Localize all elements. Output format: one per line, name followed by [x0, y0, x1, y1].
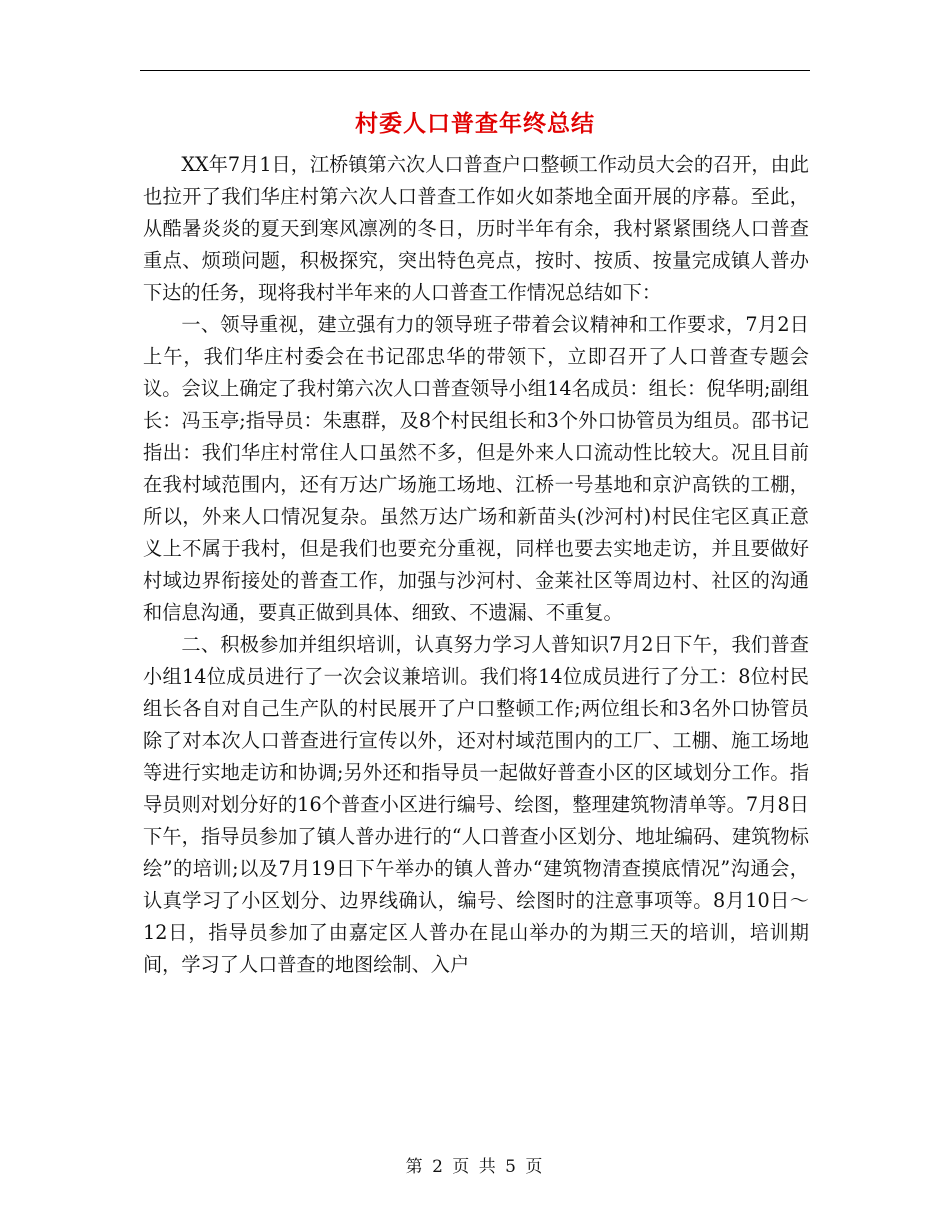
paragraph-section-two: 二、积极参加并组织培训，认真努力学习人普知识7月2日下午，我们普查小组14位成员进行了一次会议兼培训。我们将14位成员进行了分工：8位村民组长各自对自己生产队的村民展开了户口整顿工作;两位组长和3名外口协管员除了对本次人口普查进行宣传以外，还对村域范围内的工厂、工棚、施工场地等进行实地走访和协调;另外还和指导员一起做好普查小区的区域划分工作。指导员则对划分好的16个普查小区进行编号、绘图，整理建筑物清单等。7月8日下午，指导员参加了镇人普办进行的“人口普查小区划分、地址编码、建筑物标绘”的培训;以及7月19日下午举办的镇人普办“建筑物清查摸底情况”沟通会，认真学习了小区划分、边界线确认，编号、绘图时的注意事项等。8月10日～12日，指导员参加了由嘉定区人普办在昆山举办的为期三天的培训，培训期间，学习了人口普查的地图绘制、入户 [143, 633, 809, 976]
document-title: 村委人口普查年终总结 [355, 110, 595, 137]
paragraph-intro: XX年7月1日，江桥镇第六次人口普查户口整顿工作动员大会的召开，由此也拉开了我们华庄村第六次人口普查工作如火如荼地全面开展的序幕。至此，从酷暑炎炎的夏天到寒风凛冽的冬日，历时半年有余，我村紧紧围绕人口普查重点、烦琐问题，积极探究，突出特色亮点，按时、按质、按量完成镇人普办下达的任务，现将我村半年来的人口普查工作情况总结如下： [143, 153, 809, 304]
paragraph-section-one: 一、领导重视，建立强有力的领导班子带着会议精神和工作要求，7月2日上午，我们华庄村委会在书记邵忠华的带领下，立即召开了人口普查专题会议。会议上确定了我村第六次人口普查领导小组14名成员：组长：倪华明;副组长：冯玉亭;指导员：朱惠群，及8个村民组长和3个外口协管员为组员。邵书记指出：我们华庄村常住人口虽然不多，但是外来人口流动性比较大。况且目前在我村域范围内，还有万达广场施工场地、江桥一号基地和京沪高铁的工棚，所以，外来人口情况复杂。虽然万达广场和新苗头(沙河村)村民住宅区真正意义上不属于我村，但是我们也要充分重视，同样也要去实地走访，并且要做好村域边界衔接处的普查工作，加强与沙河村、金莱社区等周边村、社区的沟通和信息沟通，要真正做到具体、细致、不遗漏、不重复。 [143, 313, 809, 624]
header-rule [140, 70, 810, 71]
page-number-footer: 第 2 页 共 5 页 [405, 1157, 545, 1177]
document-body [143, 149, 809, 981]
